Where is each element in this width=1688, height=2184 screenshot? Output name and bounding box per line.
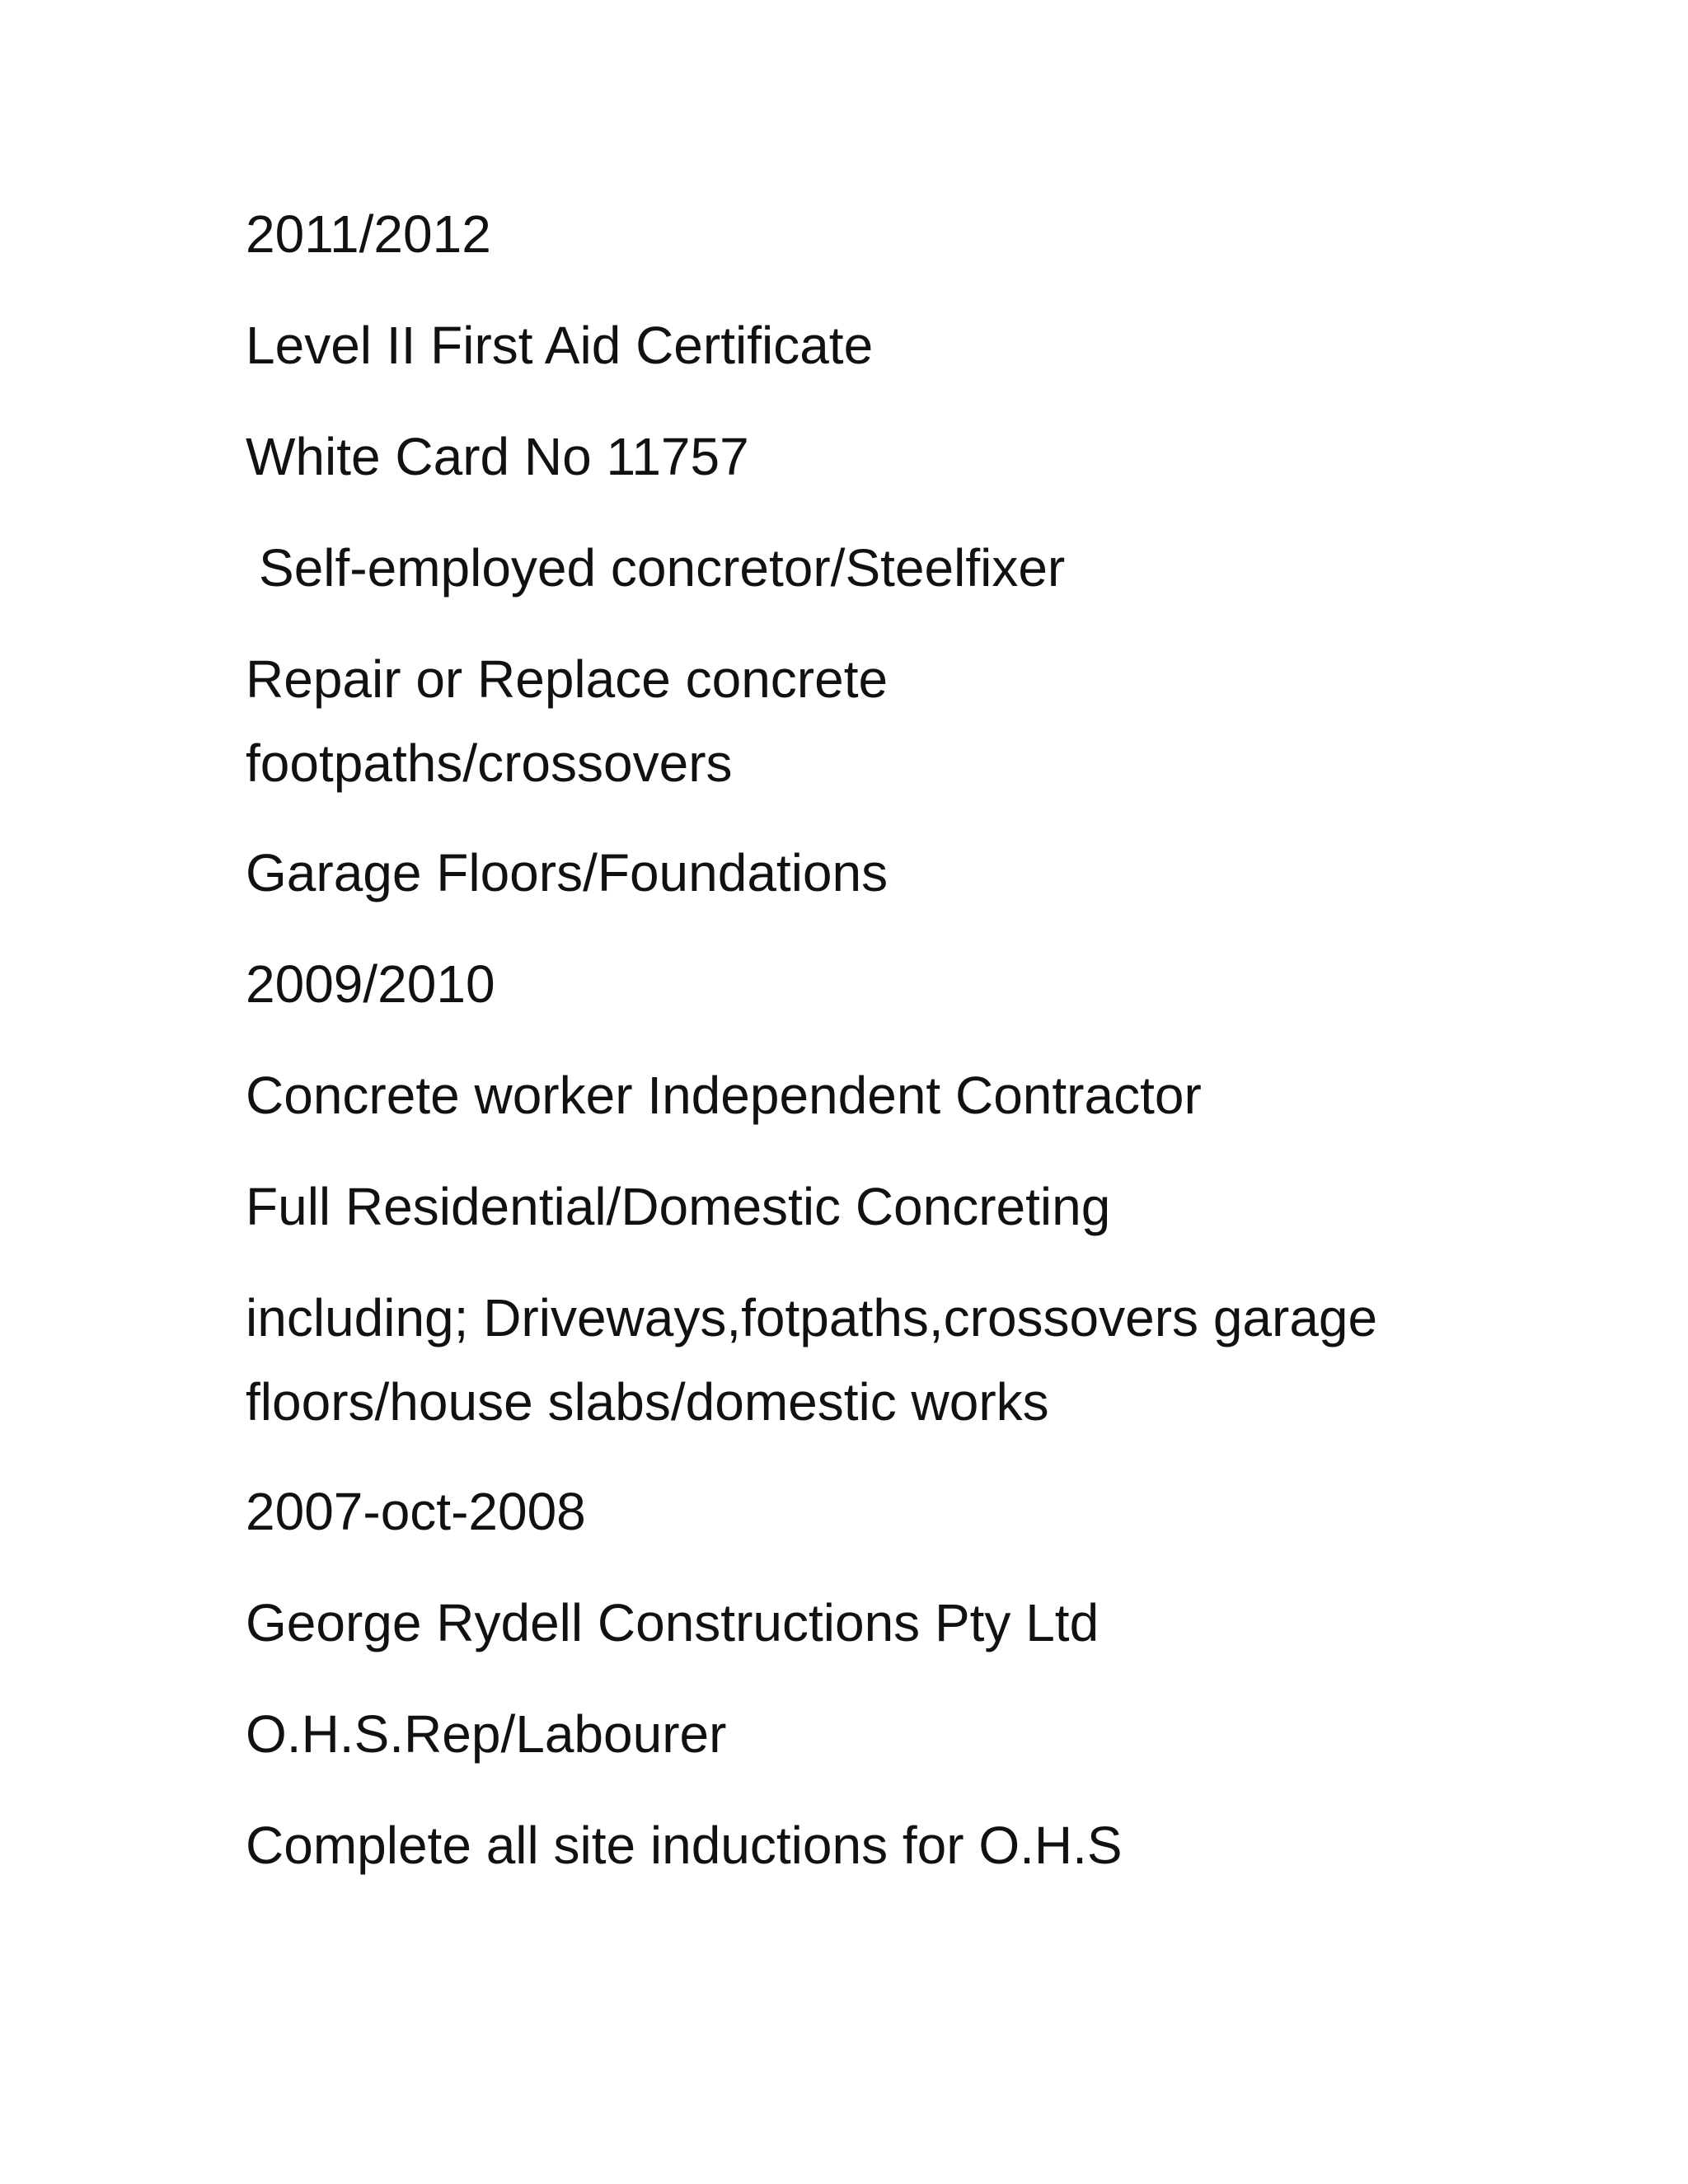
white-card-number: White Card No 11757 xyxy=(246,427,749,486)
residential-concreting-text: Full Residential/Domestic Concreting xyxy=(246,1177,1111,1236)
repair-replace-text: Repair or Replace concrete xyxy=(246,649,889,709)
concrete-worker-role: Concrete worker Independent Contractor xyxy=(246,1066,1202,1125)
footpaths-crossovers-text: footpaths/crossovers xyxy=(246,733,733,793)
employer-name: George Rydell Constructions Pty Ltd xyxy=(246,1593,1100,1652)
period-2011-2012: 2011/2012 xyxy=(246,204,491,264)
garage-floors-text: Garage Floors/Foundations xyxy=(246,843,889,902)
ohs-rep-role: O.H.S.Rep/Labourer xyxy=(246,1704,727,1764)
self-employed-role: Self-employed concretor/Steelfixer xyxy=(259,538,1066,598)
house-slabs-text: floors/house slabs/domestic works xyxy=(246,1372,1049,1432)
period-2007-2008: 2007-oct-2008 xyxy=(246,1482,586,1541)
first-aid-certificate: Level II First Aid Certificate xyxy=(246,316,874,375)
period-2009-2010: 2009/2010 xyxy=(246,954,495,1014)
including-driveways-text: including; Driveways,fotpaths,crossovers garage xyxy=(246,1288,1378,1347)
site-inductions-text: Complete all site inductions for O.H.S xyxy=(246,1816,1123,1875)
